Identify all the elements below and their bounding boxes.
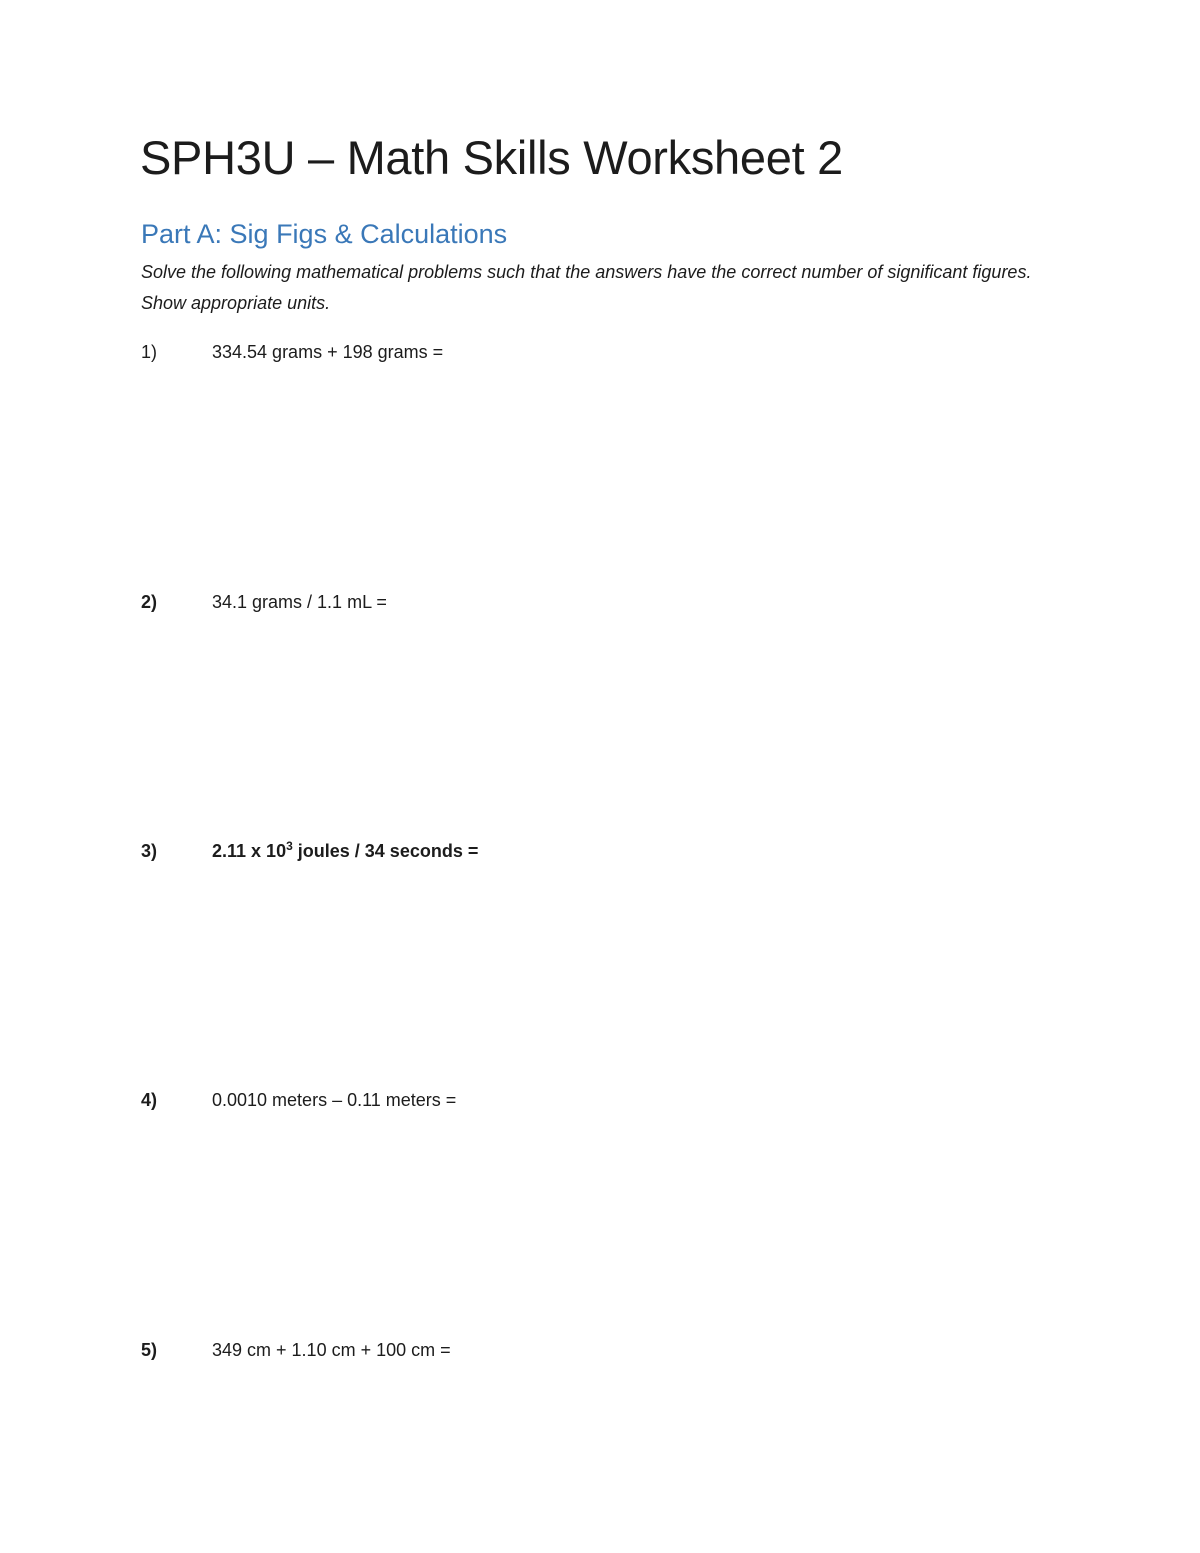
question-number: 4) <box>141 1090 158 1110</box>
question-text: 349 cm + 1.10 cm + 100 cm = <box>212 1340 451 1360</box>
question-text: 334.54 grams + 198 grams = <box>212 342 444 362</box>
question-text-after: joules / 34 seconds = <box>292 841 479 861</box>
question-3 <box>141 838 478 864</box>
question-text <box>212 841 478 861</box>
question-number: 5) <box>141 1340 158 1360</box>
question-number: 3) <box>141 841 158 861</box>
question-text: 34.1 grams / 1.1 mL = <box>212 592 387 612</box>
question-text-before: 2.11 x 10 <box>212 841 287 861</box>
question-number: 1) <box>141 342 158 362</box>
instructions-text: Solve the following mathematical problems such that the answers have the correct number of significant figures. Show appropriate units. <box>141 262 1032 313</box>
question-2 <box>141 589 387 615</box>
section-heading: Part A: Sig Figs & Calculations <box>141 219 508 249</box>
question-1 <box>141 339 443 365</box>
question-4 <box>141 1087 456 1113</box>
question-number: 2) <box>141 592 158 612</box>
question-5 <box>141 1337 451 1363</box>
page-title: SPH3U – Math Skills Worksheet 2 <box>140 131 843 184</box>
question-text: 0.0010 meters – 0.11 meters = <box>212 1090 457 1110</box>
exponent: 3 <box>286 839 293 853</box>
